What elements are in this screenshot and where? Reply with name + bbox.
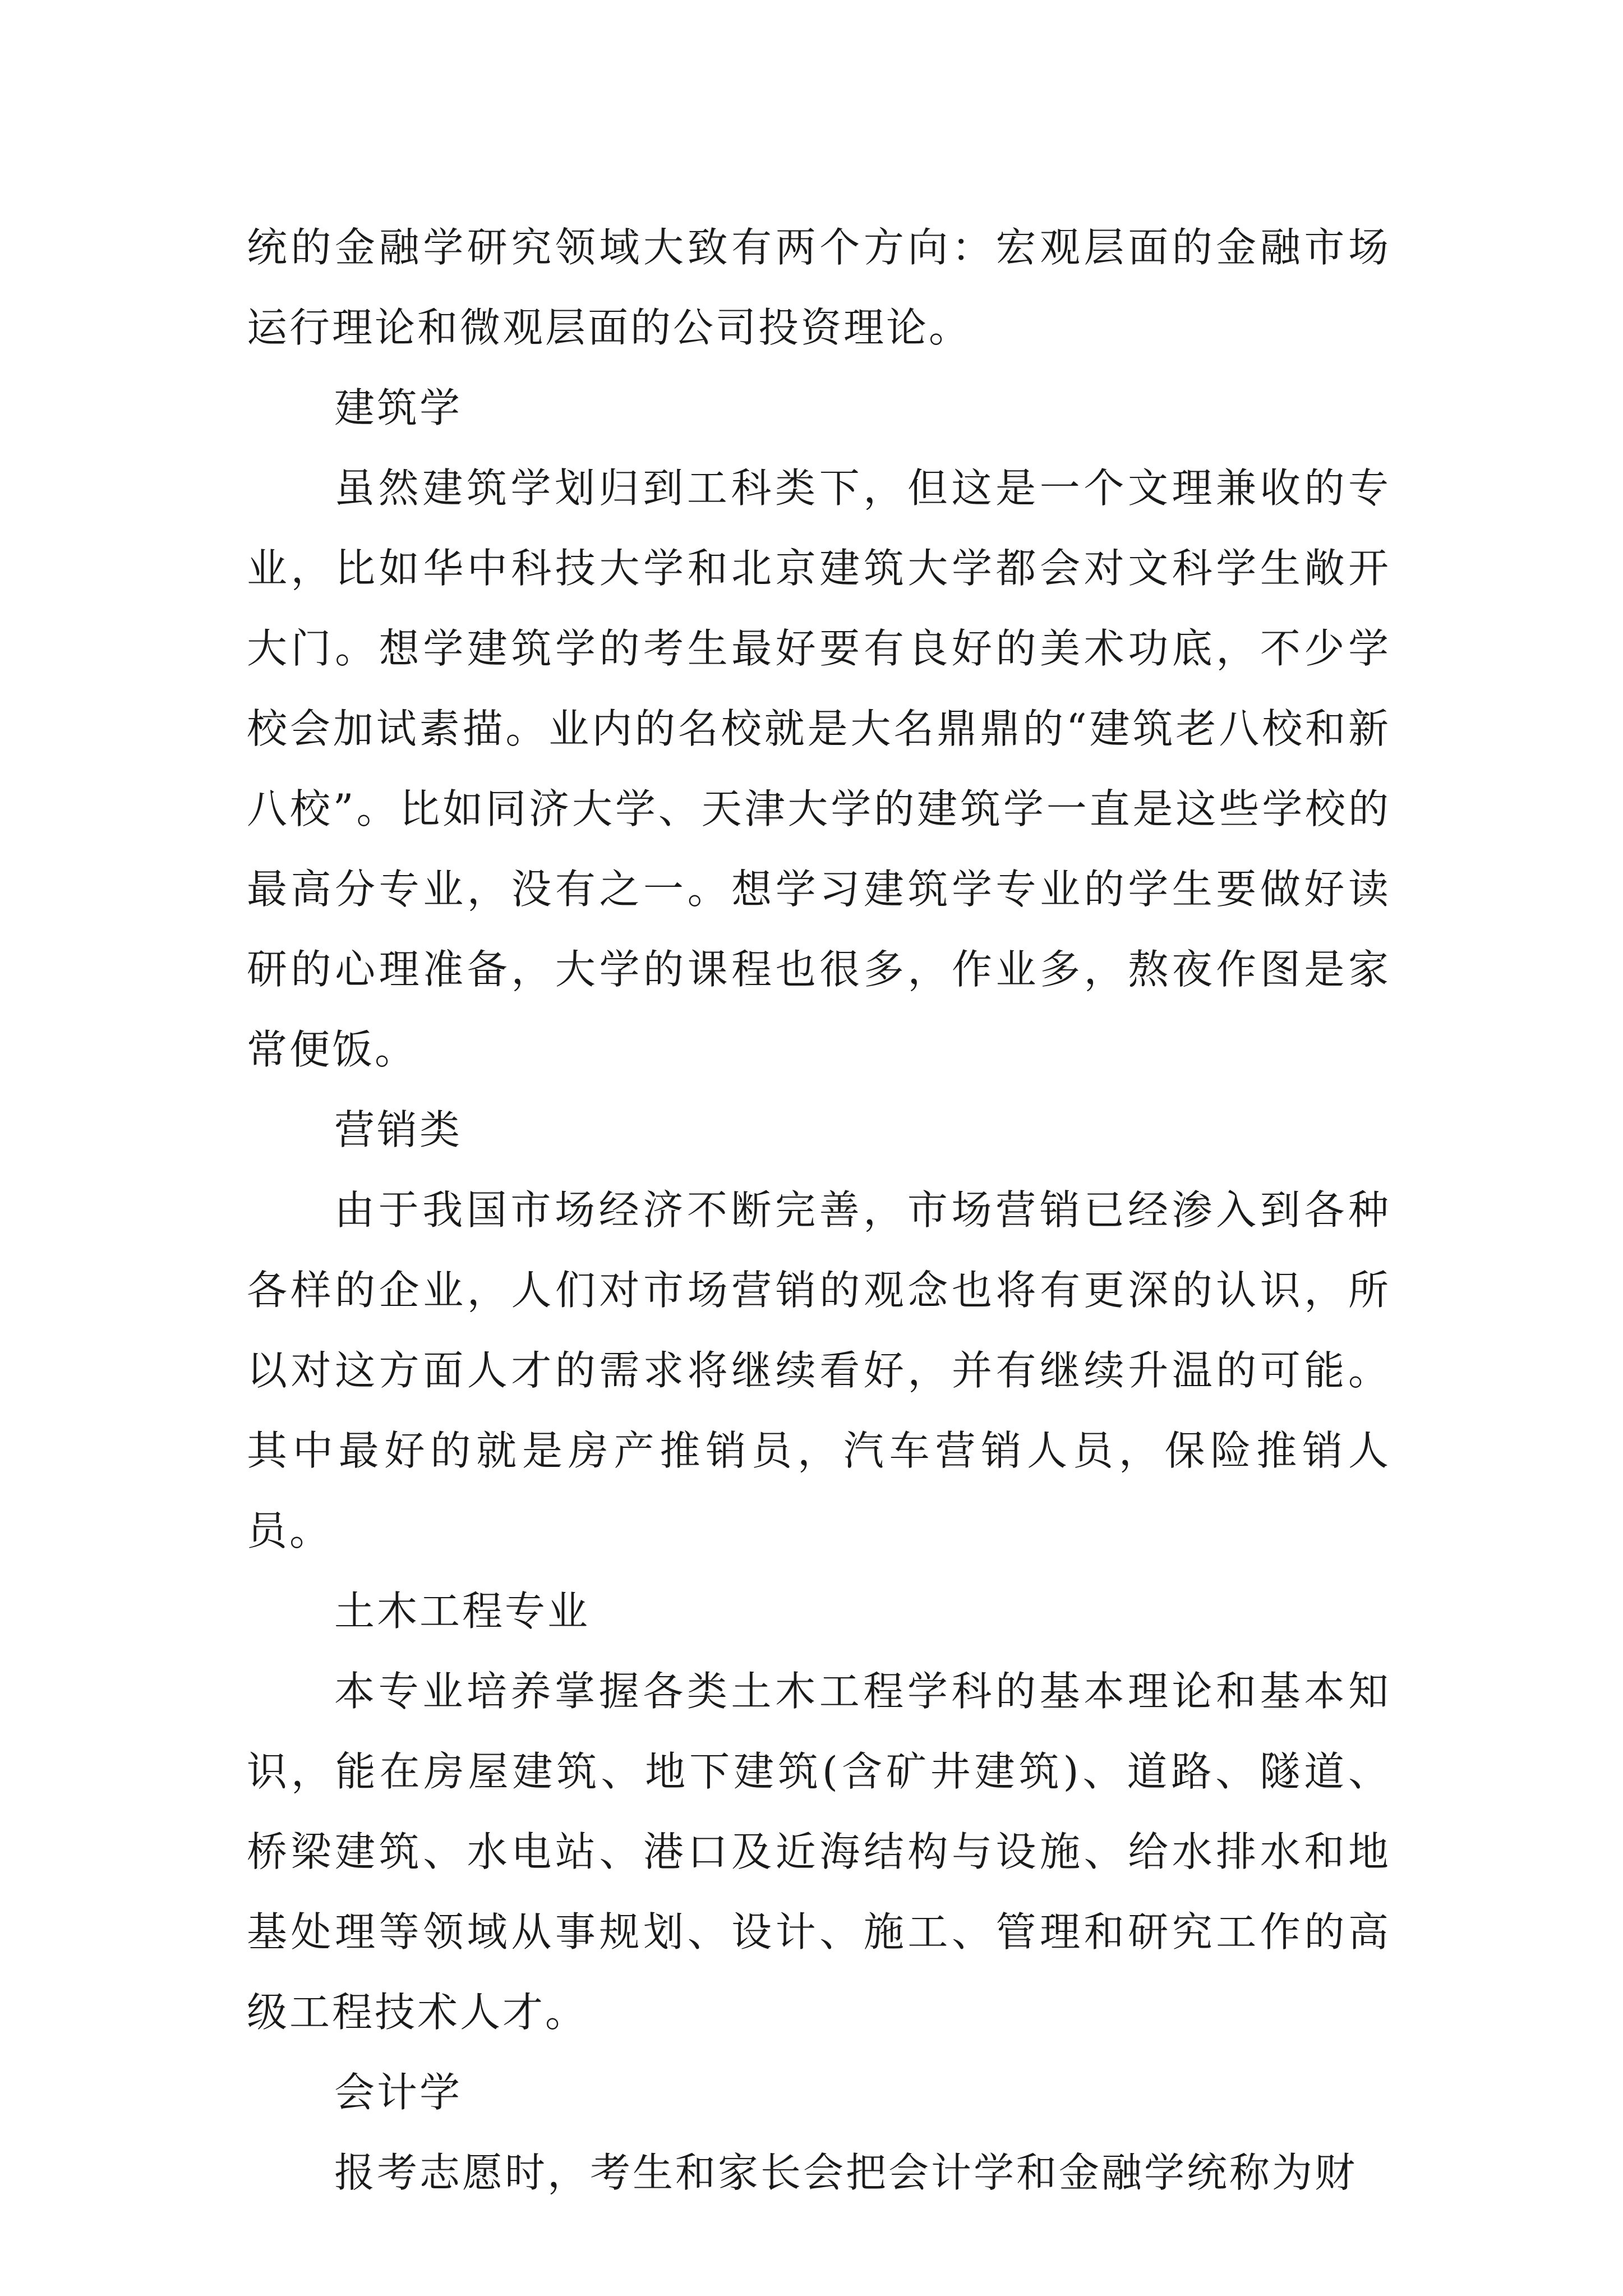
paragraph-marketing: 由于我国市场经济不断完善，市场营销已经渗入到各种各样的企业，人们对市场营销的观念也将有更深的认识，所以对这方面人才的需求将继续看好，并有继续升温的可能。其中最好的就是房产推销员，汽车营销人员，保险推销人员。 [247,1186,1391,1554]
heading-civil-engineering: 土木工程专业 [334,1588,591,1635]
paragraph-finance-continued: 统的金融学研究领域大致有两个方向：宏观层面的金融市场运行理论和微观层面的公司投资理论。 [247,224,1391,351]
document-body [247,208,1391,2213]
heading-architecture: 建筑学 [334,384,463,431]
paragraph-civil-engineering: 本专业培养掌握各类土木工程学科的基本理论和基本知识，能在房屋建筑、地下建筑(含矿井建筑)、道路、隧道、桥梁建筑、水电站、港口及近海结构与设施、给水排水和地基处理等领域从事规划、设计、施工、管理和研究工作的高级工程技术人才。 [247,1668,1391,2036]
paragraph-architecture: 虽然建筑学划归到工科类下，但这是一个文理兼收的专业，比如华中科技大学和北京建筑大学都会对文科学生敞开大门。想学建筑学的考生最好要有良好的美术功底，不少学校会加试素描。业内的名校就是大名鼎鼎的“建筑老八校和新八校”。比如同济大学、天津大学的建筑学一直是这些学校的最高分专业，没有之一。想学习建筑学专业的学生要做好读研的心理准备，大学的课程也很多，作业多，熬夜作图是家常便饭。 [247,464,1391,1073]
heading-marketing: 营销类 [334,1106,463,1153]
paragraph-accounting: 报考志愿时，考生和家长会把会计学和金融学统称为财 [334,2149,1358,2196]
heading-accounting: 会计学 [334,2069,463,2116]
